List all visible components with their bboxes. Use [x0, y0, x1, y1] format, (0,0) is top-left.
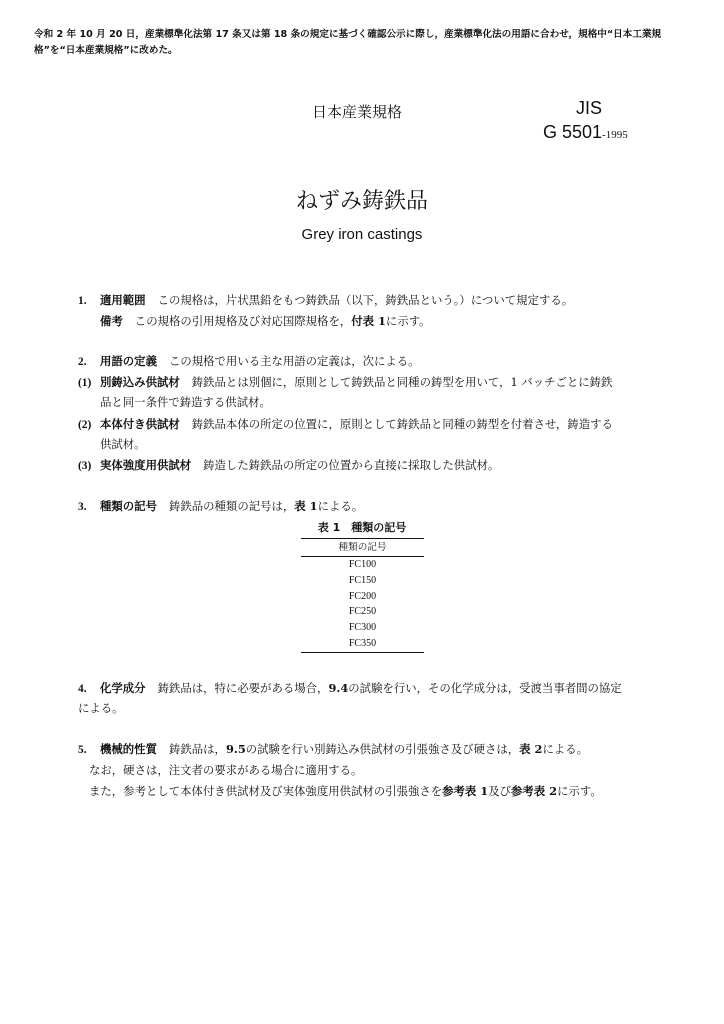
definition-item [78, 374, 612, 390]
section-2 [78, 353, 420, 369]
section-text: また，参考として本体付き供試材及び実体強度用供試材の引張強さを [89, 784, 443, 798]
section-text-mid: 及び [488, 784, 511, 798]
section-heading: 用語の定義 [100, 354, 157, 368]
reference-table-2: 参考表 2 [511, 784, 558, 798]
section-number: 2. [78, 356, 87, 368]
section-text-end: に示す。 [557, 784, 602, 798]
table-header: 種類の記号 [301, 538, 424, 557]
item-number: (2) [78, 419, 92, 431]
jis-number [543, 122, 628, 143]
definition-item-cont: 供試材。 [100, 437, 146, 451]
section-number: 5. [78, 744, 87, 756]
section-text-mid: の試験を行い別鋳込み供試材の引張強さ及び硬さは， [245, 742, 520, 756]
item-number: (1) [78, 377, 92, 389]
section-heading: 機械的性質 [100, 742, 157, 756]
section-text: 鋳鉄品は， [168, 742, 226, 756]
table-reference: 表 2 [519, 742, 543, 756]
section-5 [78, 741, 588, 757]
reference-table-1: 参考表 1 [442, 784, 489, 798]
section-text-end: による。 [317, 499, 364, 513]
table-cell: FC350 [301, 636, 424, 653]
section-text: 鋳鉄品の種類の記号は， [168, 499, 295, 513]
table-cell: FC100 [348, 559, 377, 570]
section-1 [78, 292, 573, 308]
table-cell: FC300 [348, 622, 377, 634]
note-text-end: に示す。 [385, 314, 431, 328]
section-5-line2: なお，硬さは，注文者の要求がある場合に適用する。 [89, 763, 363, 777]
section-1-note [100, 313, 431, 329]
item-text: 鋳鉄品とは別個に，原則として鋳鉄品と同種の鋳型を用いて，1 バッチごとに鋳鉄 [191, 375, 613, 389]
clause-reference: 9.4 [328, 681, 349, 695]
section-4 [78, 680, 622, 696]
section-text: この規格は，片状黒鉛をもつ鋳鉄品（以下，鋳鉄品という。）について規定する。 [157, 293, 574, 307]
section-heading: 化学成分 [100, 681, 146, 695]
section-heading: 適用範囲 [100, 293, 146, 307]
page-title-en: Grey iron castings [301, 226, 423, 243]
table-cell: FC200 [348, 590, 377, 602]
grade-table [301, 538, 424, 653]
table-caption: 表 1 種類の記号 [317, 521, 407, 534]
section-4-cont: による。 [78, 701, 124, 715]
standard-number: G 5501 [543, 122, 603, 142]
standard-name: 日本産業規格 [312, 103, 403, 121]
note-keyword: 備考 [100, 314, 123, 328]
clause-reference: 9.5 [225, 742, 246, 756]
section-text: この規格で用いる主な用語の定義は，次による。 [168, 354, 420, 368]
table-reference: 表 1 [294, 499, 318, 513]
section-text-end: の試験を行い，その化学成分は，受渡当事者間の協定 [348, 681, 622, 695]
item-term: 実体強度用供試材 [100, 458, 192, 472]
definition-item-cont: 品と同一条件で鋳造する供試材。 [100, 395, 271, 409]
item-text: 鋳造した鋳鉄品の所定の位置から直接に採取した供試材。 [203, 458, 500, 472]
note-text: この規格の引用規格及び対応国際規格を， [134, 314, 352, 328]
section-number: 1. [78, 295, 87, 307]
section-text-end: による。 [542, 742, 589, 756]
page-title: ねずみ鋳鉄品 [295, 189, 428, 214]
item-text: 鋳鉄品本体の所定の位置に，原則として鋳鉄品と同種の鋳型を付着させ，鋳造する [191, 417, 613, 431]
section-5-line3 [89, 783, 602, 799]
section-heading: 種類の記号 [100, 499, 157, 513]
item-term: 本体付き供試材 [100, 417, 180, 431]
definition-item [78, 416, 613, 432]
section-number: 3. [78, 501, 87, 513]
jis-label: JIS [576, 98, 603, 118]
standard-year: -1995 [602, 129, 628, 141]
table-cell: FC250 [348, 606, 377, 618]
definition-item [78, 457, 499, 473]
table-cell: FC150 [348, 574, 377, 586]
section-number: 4. [78, 683, 87, 695]
item-number: (3) [78, 460, 92, 472]
item-term: 別鋳込み供試材 [100, 375, 180, 389]
revision-notice: 令和 2 年 10 月 20 日，産業標準化法第 17 条又は第 18 条の規定に基づく確認公示に際し，産業標準化法の用語に合わせ，規格中“日本工業規格”を“日本産業規格”に改めた。 [34, 29, 662, 56]
section-3 [78, 498, 363, 514]
note-reference: 付表 1 [351, 314, 386, 328]
section-text: 鋳鉄品は，特に必要がある場合， [157, 681, 329, 695]
